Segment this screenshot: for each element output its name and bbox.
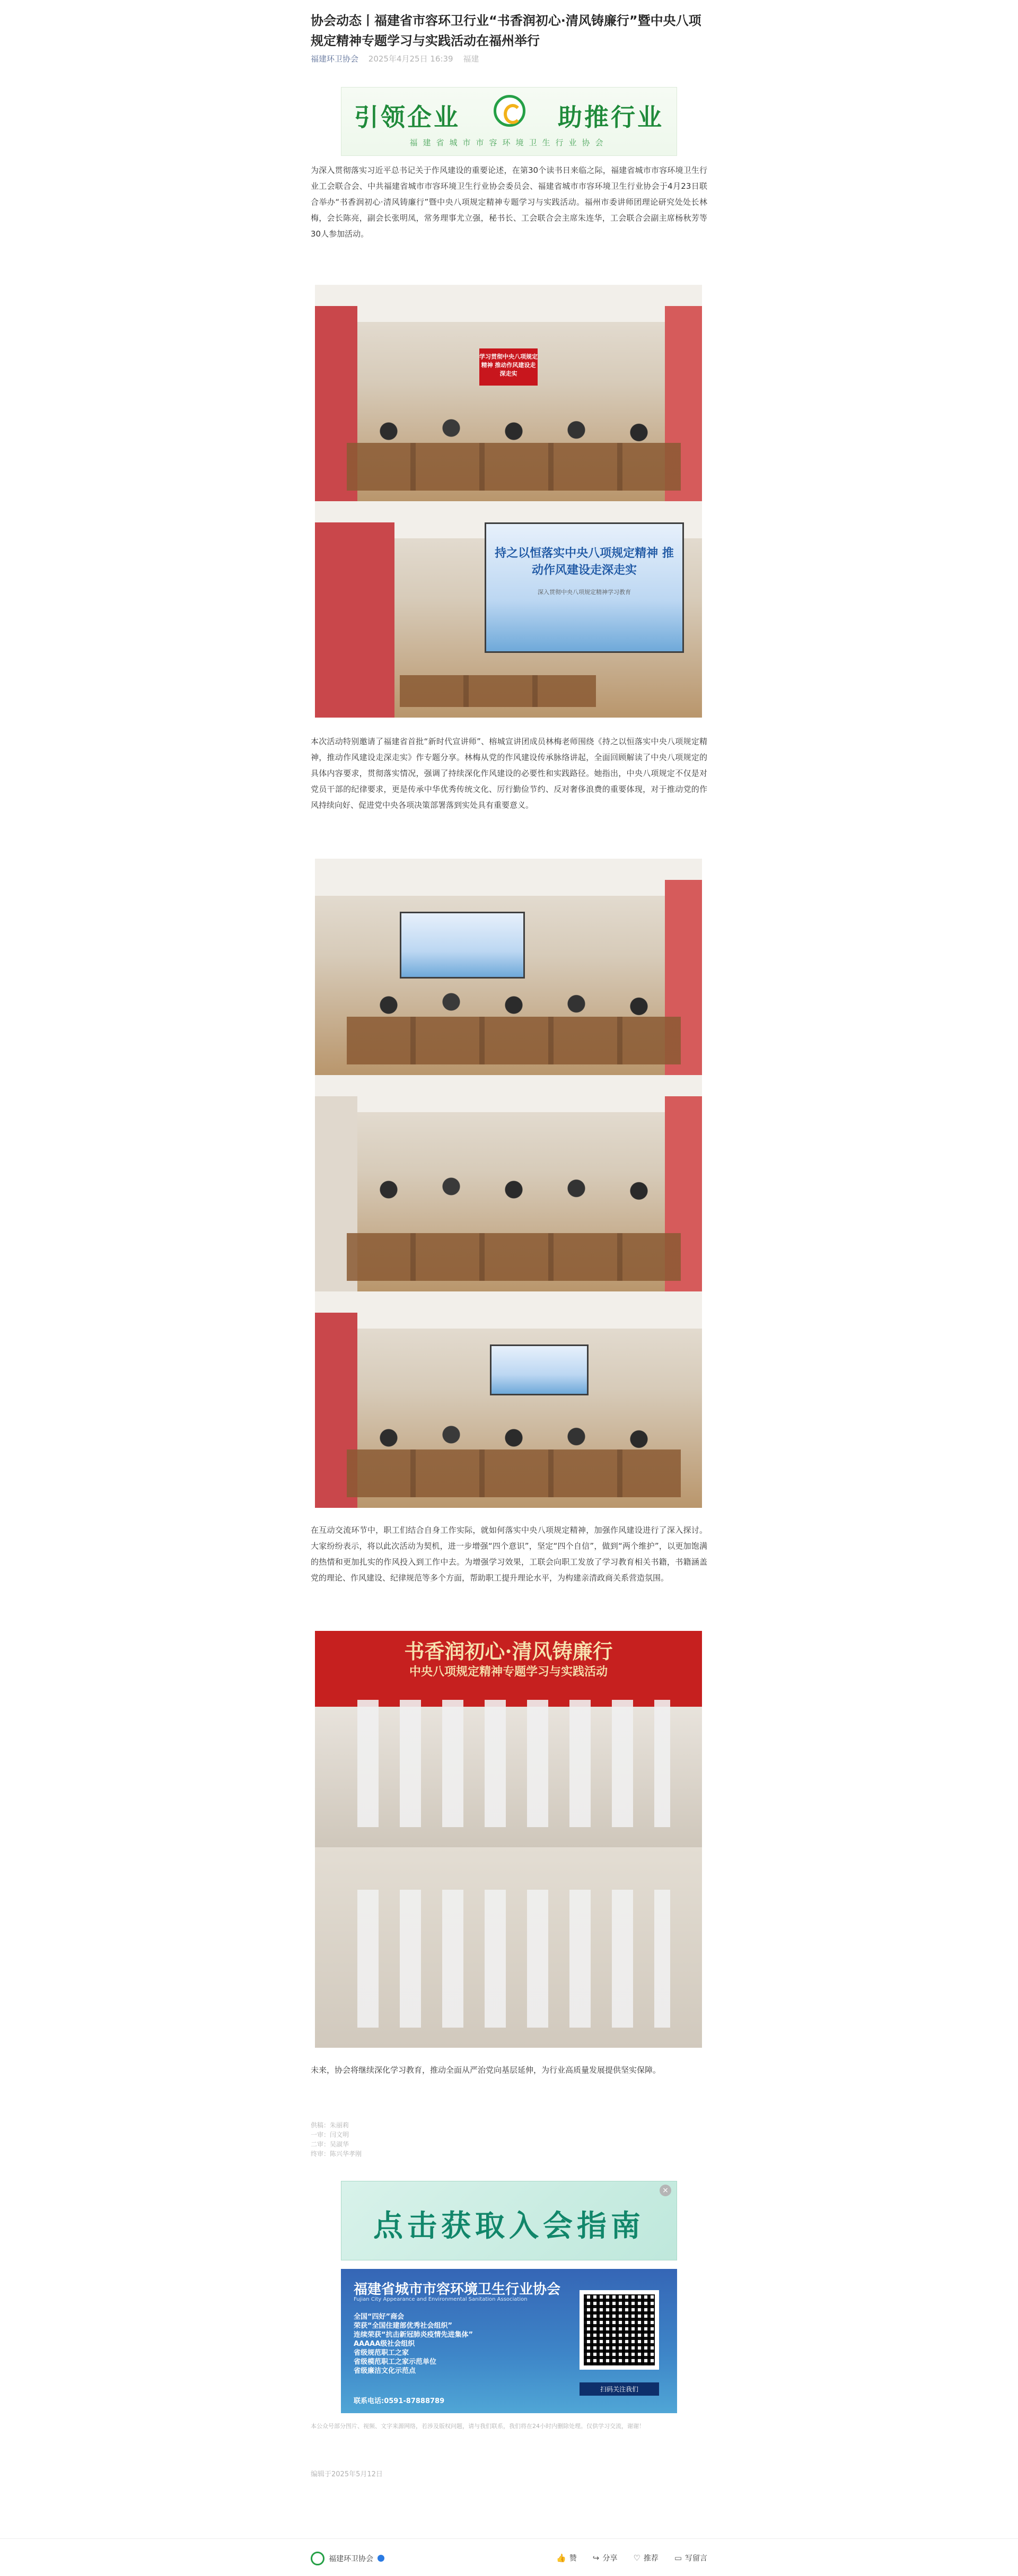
photo-book-distribution[interactable] (315, 1631, 702, 1847)
like-label: 赞 (569, 2554, 577, 2563)
editor-credits (311, 2120, 362, 2159)
photo-desks (347, 1449, 681, 1497)
credit-line: 一审：闫文明 (311, 2131, 349, 2138)
photo-group[interactable] (315, 1847, 702, 2048)
association-honors (354, 2312, 473, 2376)
copyright-disclaimer: 本公众号部分图片、视频、文字来源网络，若涉及版权问题，请与我们联系，我们将在24小时内删除处理。仅供学习交流，谢谢！ (311, 2423, 645, 2430)
association-logo-icon (494, 95, 525, 127)
honor-item: 省级规范职工之家 (354, 2349, 409, 2357)
photo-ceiling (315, 285, 702, 322)
association-card[interactable] (341, 2269, 677, 2413)
banner-subtitle: 福建省城市市容环境卫生行业协会 (409, 138, 609, 147)
honor-item: 省级模范职工之家示范单位 (354, 2358, 437, 2366)
photo-ceiling (315, 1075, 702, 1112)
photo-participants (347, 1700, 670, 1827)
paragraph-intro: 为深入贯彻落实习近平总书记关于作风建设的重要论述，在第30个读书日来临之际，福建省城市市容环境卫生行业工会联合会、中共福建省城市市容环境卫生行业协会委员会、福建省城市市容环境卫生行业协会于4月23日联合举办“书香润初心·清风铸廉行”暨中央八项规定精神专题学习与实践活动。福州市委讲师团理论研究处处长林梅，会长陈亮，副会长张明凤，常务理事尤立强，秘书长、工会联合会主席朱连华，工会联合会副主席杨秋芳等30人参加活动。 (311, 165, 707, 239)
projection-screen (485, 522, 684, 653)
honor-item: 荣获“全国住建部优秀社会组织” (354, 2322, 453, 2330)
share-label: 分享 (602, 2554, 618, 2563)
slide-subtitle: 深入贯彻中央八项规定精神学习教育 (538, 589, 631, 596)
credit-line: 二审：吴淑华 (311, 2141, 349, 2148)
association-english-name: Fujian City Appearance and Environmental Sanitation Association (354, 2296, 528, 2302)
honor-item: 全国“四好”商会 (354, 2313, 405, 2321)
photo-lecture-hall-1[interactable] (315, 859, 702, 1075)
account-name[interactable]: 福建环卫协会 (329, 2555, 373, 2563)
comment-button[interactable] (674, 2553, 707, 2563)
photo-group-rows (347, 1890, 670, 2028)
photo-podium (400, 675, 596, 707)
photo-ceiling (315, 859, 702, 896)
qr-code-icon[interactable] (580, 2290, 659, 2370)
credit-line: 供稿：朱丽莉 (311, 2121, 349, 2129)
share-button[interactable] (593, 2553, 618, 2563)
article-title: 协会动态丨福建省市容环卫行业“书香润初心·清风铸廉行”暨中央八项规定精神专题学习与实践活动在福州举行 (311, 13, 701, 48)
photo-lecture-hall-3[interactable] (315, 1291, 702, 1508)
paragraph-discussion: 在互动交流环节中，职工们结合自身工作实际，就如何落实中央八项规定精神，加强作风建设进行了深入探讨。大家纷纷表示，将以此次活动为契机，进一步增强“四个意识”，坚定“四个自信”，做到“两个维护”，以更加饱满的热情和更加扎实的作风投入到工作中去。为增强学习效果，工联会向职工发放了学习教育相关书籍，书籍涵盖党的理论、作风建设、纪律规范等多个方面，帮助职工提升理论水平，为构建亲清政商关系营造氛围。 (311, 1525, 707, 1583)
edited-date: 编辑于2025年5月12日 (311, 2470, 383, 2478)
honor-item: 连续荣获“抗击新冠肺炎疫情先进集体” (354, 2331, 473, 2339)
heart-icon: ♡ (633, 2553, 640, 2563)
red-slide-screen: 学习贯彻中央八项规定精神 推动作风建设走深走实 (479, 348, 538, 386)
honor-item: 省级廉洁文化示范点 (354, 2367, 416, 2375)
projection-screen (490, 1344, 589, 1395)
association-phone: 联系电话:0591-87888789 (354, 2397, 445, 2405)
paragraph-lecture: 本次活动特别邀请了福建省首批“新时代宣讲师”、榕城宣讲团成员林梅老师围绕《持之以恒落实中央八项规定精神，推动作风建设走深走实》作专题分享。林梅从党的作风建设传承脉络讲起，全面回顾解读了中央八项规定的具体内容要求，贯彻落实情况，强调了持续深化作风建设的必要性和实践路径。她指出，中央八项规定不仅是对党员干部的纪律要求，更是传承中华优秀传统文化、厉行勤俭节约、反对奢侈浪费的重要体现，对于推动党的作风持续向好、促进党中央各项决策部署落到实处具有重要意义。 (311, 737, 707, 810)
header-banner (341, 87, 677, 156)
action-buttons (556, 2553, 707, 2563)
qr-pattern (584, 2294, 655, 2365)
photo-ceiling (315, 1291, 702, 1329)
recommend-button[interactable] (633, 2553, 658, 2563)
photo-meeting-room[interactable] (315, 285, 702, 501)
slide-main-title: 持之以恒落实中央八项规定精神 推动作风建设走深走实 (495, 547, 674, 577)
photo-lecture-hall-2[interactable] (315, 1075, 702, 1291)
photo-wall-left (315, 522, 394, 718)
banner-left-text: 引领企业 (354, 103, 460, 132)
thumbs-up-icon: 👍 (556, 2553, 566, 2563)
guide-text: 点击获取入会指南 (373, 2209, 645, 2243)
photo-desks (347, 1017, 681, 1064)
recommend-label: 推荐 (643, 2554, 659, 2563)
photo-desks (347, 443, 681, 491)
credit-line: 终审：陈兴华孝刚 (311, 2150, 362, 2158)
qr-label: 扫码关注我们 (580, 2382, 659, 2396)
bottom-action-bar (0, 2538, 1018, 2576)
like-button[interactable] (556, 2553, 577, 2563)
account-avatar[interactable] (311, 2552, 324, 2565)
projection-screen (400, 912, 525, 979)
verified-icon (378, 2555, 384, 2562)
comment-icon: ▭ (674, 2553, 682, 2563)
backdrop-subtitle: 中央八项规定精神专题学习与实践活动 (409, 1665, 608, 1679)
close-icon[interactable]: × (660, 2185, 671, 2196)
photo-attendees (357, 1164, 670, 1228)
banner-right-text: 助推行业 (558, 103, 664, 132)
publish-date: 2025年4月25日 16:39 (368, 54, 453, 64)
photo-desks (347, 1233, 681, 1281)
association-name: 福建省城市市容环境卫生行业协会 (354, 2282, 561, 2298)
paragraph-future: 未来，协会将继续深化学习教育，推动全面从严治党向基层延伸，为行业高质量发展提供坚实保障。 (311, 2065, 661, 2075)
honor-item: AAAAA级社会组织 (354, 2340, 415, 2348)
photo-speaker-slide[interactable] (315, 501, 702, 718)
publish-location: 福建 (463, 54, 479, 64)
comment-label: 写留言 (685, 2554, 707, 2563)
article-meta (311, 53, 479, 64)
share-icon: ↪ (592, 2553, 600, 2563)
membership-guide-banner[interactable] (341, 2181, 677, 2260)
account-link[interactable]: 福建环卫协会 (311, 54, 359, 64)
backdrop-title: 书香润初心·清风铸廉行 (404, 1639, 613, 1663)
